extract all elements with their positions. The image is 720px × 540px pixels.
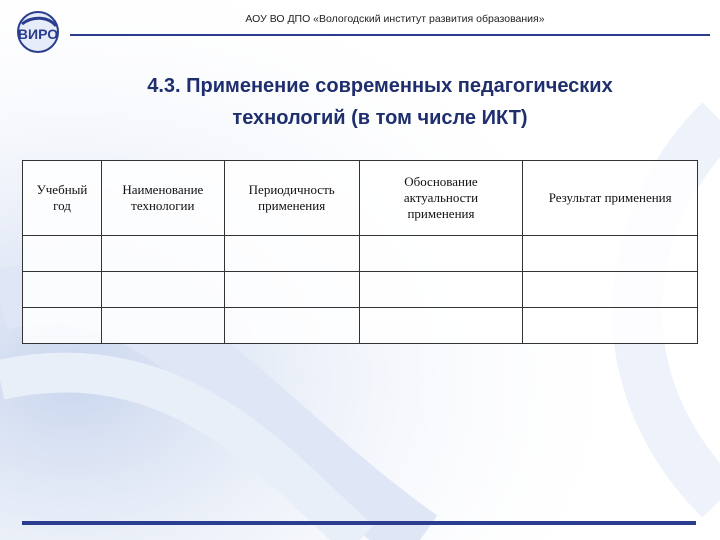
table-cell[interactable] [523,308,698,344]
header-org: АОУ ВО ДПО «Вологодский институт развития образования» [245,13,545,25]
table-cell[interactable] [359,272,523,308]
column-header-technology: Наименование технологии [101,161,224,236]
column-header-year: Учебный год [23,161,102,236]
table-row [23,272,698,308]
table-cell[interactable] [224,272,359,308]
table-row [23,308,698,344]
table-cell[interactable] [523,236,698,272]
table-cell[interactable] [523,272,698,308]
table-cell[interactable] [224,236,359,272]
column-header-justification: Обоснование актуальности применения [359,161,523,236]
table-cell[interactable] [23,308,102,344]
technologies-table [22,160,698,344]
table-cell[interactable] [23,272,102,308]
table-header-row [23,161,698,236]
logo-text: ВИРО [17,26,59,42]
title-line-2: технологий (в том числе ИКТ) [232,107,528,129]
column-header-result: Результат применения [523,161,698,236]
table-cell[interactable] [101,272,224,308]
table-cell[interactable] [101,236,224,272]
table-cell[interactable] [359,236,523,272]
table-row [23,236,698,272]
table-cell[interactable] [359,308,523,344]
table-cell[interactable] [224,308,359,344]
header-divider [70,34,710,36]
table-cell[interactable] [23,236,102,272]
viro-logo [8,10,66,54]
table-cell[interactable] [101,308,224,344]
column-header-frequency: Периодичность применения [224,161,359,236]
page-title [40,70,720,134]
footer-divider [22,521,696,525]
title-line-1: 4.3. Применение современных педагогических [147,75,613,97]
